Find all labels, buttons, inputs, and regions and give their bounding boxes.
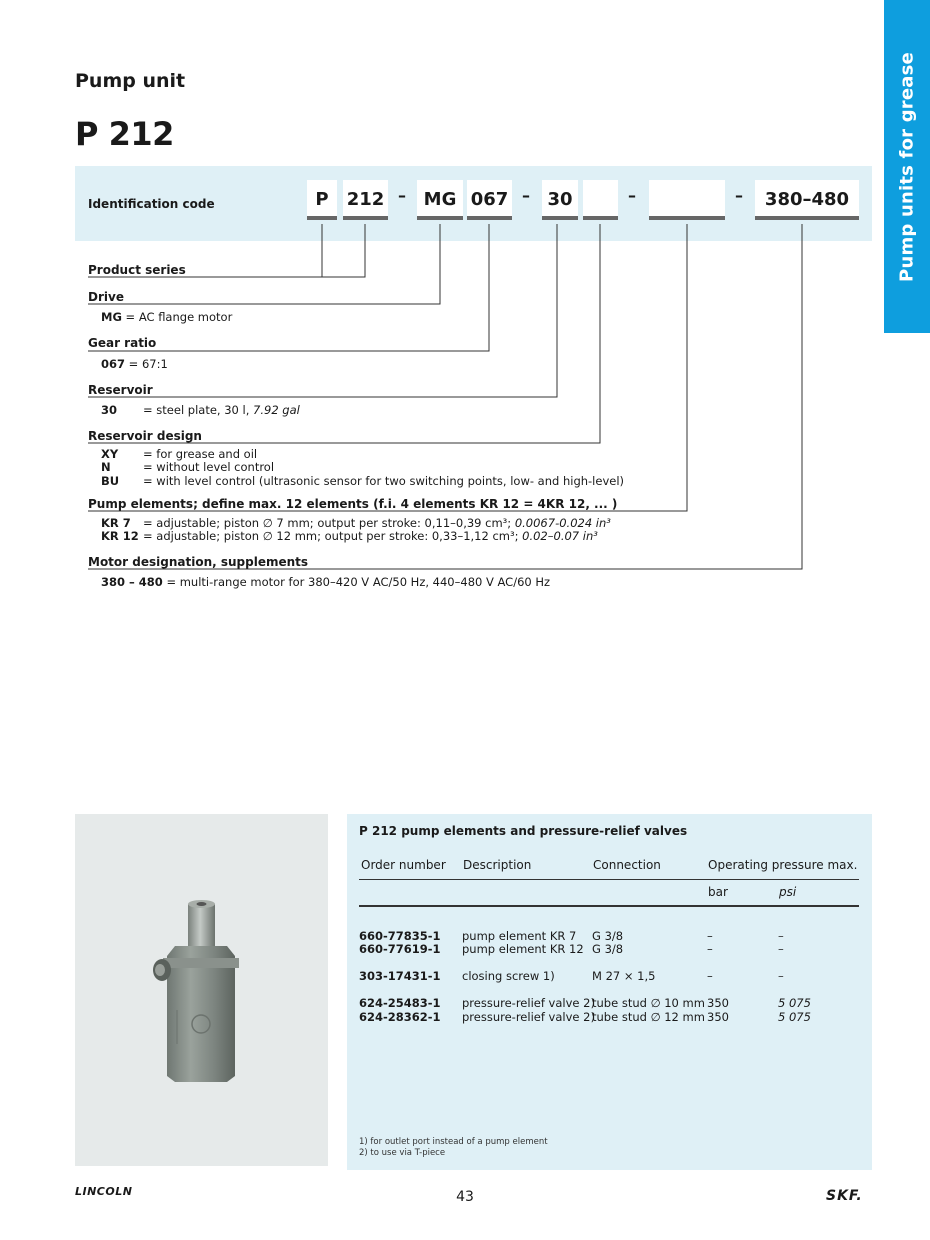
reservoir-design-key: XY <box>101 447 119 461</box>
table-row-psi: 5 075 <box>778 1010 811 1024</box>
drive-heading: Drive <box>88 290 124 304</box>
table-title: P 212 pump elements and pressure-relief valves <box>359 824 688 838</box>
pump-element-key: KR 7 <box>101 516 131 530</box>
pump-element-value: = adjustable; piston ∅ 7 mm; output per stroke: 0,11–0,39 cm³; 0.0067-0.024 in³ <box>143 516 611 530</box>
code-box-motor: 380–480 <box>755 180 859 220</box>
unit-bar: bar <box>708 885 728 899</box>
motor-row: 380 – 480 = multi-range motor for 380–420 V AC/50 Hz, 440–480 V AC/60 Hz <box>101 575 551 589</box>
pump-element-key: KR 12 <box>101 529 139 543</box>
table-row-bar: – <box>707 942 713 956</box>
code-box-mg: MG <box>417 180 463 220</box>
code-dash: – <box>628 186 636 205</box>
reservoir-design-key: BU <box>101 474 120 488</box>
header-rule <box>359 879 859 880</box>
code-box-212: 212 <box>343 180 388 220</box>
table-row-connection: G 3/8 <box>592 942 624 956</box>
motor-heading: Motor designation, supplements <box>88 555 309 569</box>
code-box-30: 30 <box>542 180 578 220</box>
table-row-connection: G 3/8 <box>592 929 624 943</box>
table-row-connection: tube stud ∅ 12 mm <box>592 1010 705 1024</box>
reservoir-design-heading: Reservoir design <box>88 429 202 443</box>
table-row-description: pressure-relief valve 2) <box>462 996 595 1010</box>
code-dash: – <box>522 186 530 205</box>
reservoir-design-value: = for grease and oil <box>143 447 258 461</box>
side-tab-label: Pump units for grease <box>896 51 918 282</box>
table-row-order: 660-77619-1 <box>359 942 441 956</box>
table-row-psi: – <box>778 929 784 943</box>
table-row-bar: – <box>707 969 713 983</box>
code-dash: – <box>735 186 743 205</box>
code-box-p: P <box>307 180 337 220</box>
identification-label: Identification code <box>88 197 215 211</box>
table-row-bar: 350 <box>707 1010 729 1024</box>
table-row-psi: – <box>778 942 784 956</box>
pump-element-illustration <box>75 814 328 1166</box>
pump-element-value: = adjustable; piston ∅ 12 mm; output per stroke: 0,33–1,12 cm³; 0.02–0.07 in³ <box>143 529 598 543</box>
header-connection: Connection <box>593 858 661 872</box>
gear-row: 067 = 67:1 <box>101 357 168 371</box>
reservoir-key: 30 <box>101 403 118 417</box>
unit-psi: psi <box>779 885 797 899</box>
footnote-2: 2) to use via T-piece <box>359 1148 446 1158</box>
table-row-description: closing screw 1) <box>462 969 555 983</box>
reservoir-value: = steel plate, 30 l, 7.92 gal <box>143 403 300 417</box>
pump-elements-heading: Pump elements; define max. 12 elements (f.i. 4 elements KR 12 = 4KR 12, ... ) <box>88 497 618 511</box>
table-row-bar: – <box>707 929 713 943</box>
table-row-order: 660-77835-1 <box>359 929 441 943</box>
page-subtitle: Pump unit <box>75 70 186 92</box>
table-row-bar: 350 <box>707 996 729 1010</box>
skf-logo: SKF. <box>826 1188 863 1204</box>
table-row-connection: tube stud ∅ 10 mm <box>592 996 705 1010</box>
reservoir-design-value: = with level control (ultrasonic sensor for two switching points, low- and high-level) <box>143 474 625 488</box>
reservoir-design-key: N <box>101 460 111 474</box>
drive-row: MG = AC flange motor <box>101 310 233 324</box>
reservoir-design-value: = without level control <box>143 460 275 474</box>
table-row-description: pump element KR 7 <box>462 929 577 943</box>
footnote-1: 1) for outlet port instead of a pump element <box>359 1137 548 1147</box>
table-row-connection: M 27 × 1,5 <box>592 969 656 983</box>
header-operating-pressure: Operating pressure max. <box>708 858 858 872</box>
code-dash: – <box>398 186 406 205</box>
table-row-description: pump element KR 12 <box>462 942 584 956</box>
reservoir-heading: Reservoir <box>88 383 153 397</box>
table-row-order: 624-25483-1 <box>359 996 441 1010</box>
header-description: Description <box>463 858 532 872</box>
table-row-order: 303-17431-1 <box>359 969 441 983</box>
product-photo <box>75 814 328 1166</box>
table-row-description: pressure-relief valve 2) <box>462 1010 595 1024</box>
gear-heading: Gear ratio <box>88 336 157 350</box>
table-row-psi: – <box>778 969 784 983</box>
page-title: P 212 <box>75 115 174 153</box>
code-box-067: 067 <box>467 180 512 220</box>
header-order-number: Order number <box>361 858 446 872</box>
product-series-heading: Product series <box>88 263 186 277</box>
table-row-psi: 5 075 <box>778 996 811 1010</box>
table-row-order: 624-28362-1 <box>359 1010 441 1024</box>
lincoln-logo: LINCOLN <box>75 1185 133 1198</box>
units-rule <box>359 905 859 907</box>
page-number: 43 <box>456 1189 474 1205</box>
